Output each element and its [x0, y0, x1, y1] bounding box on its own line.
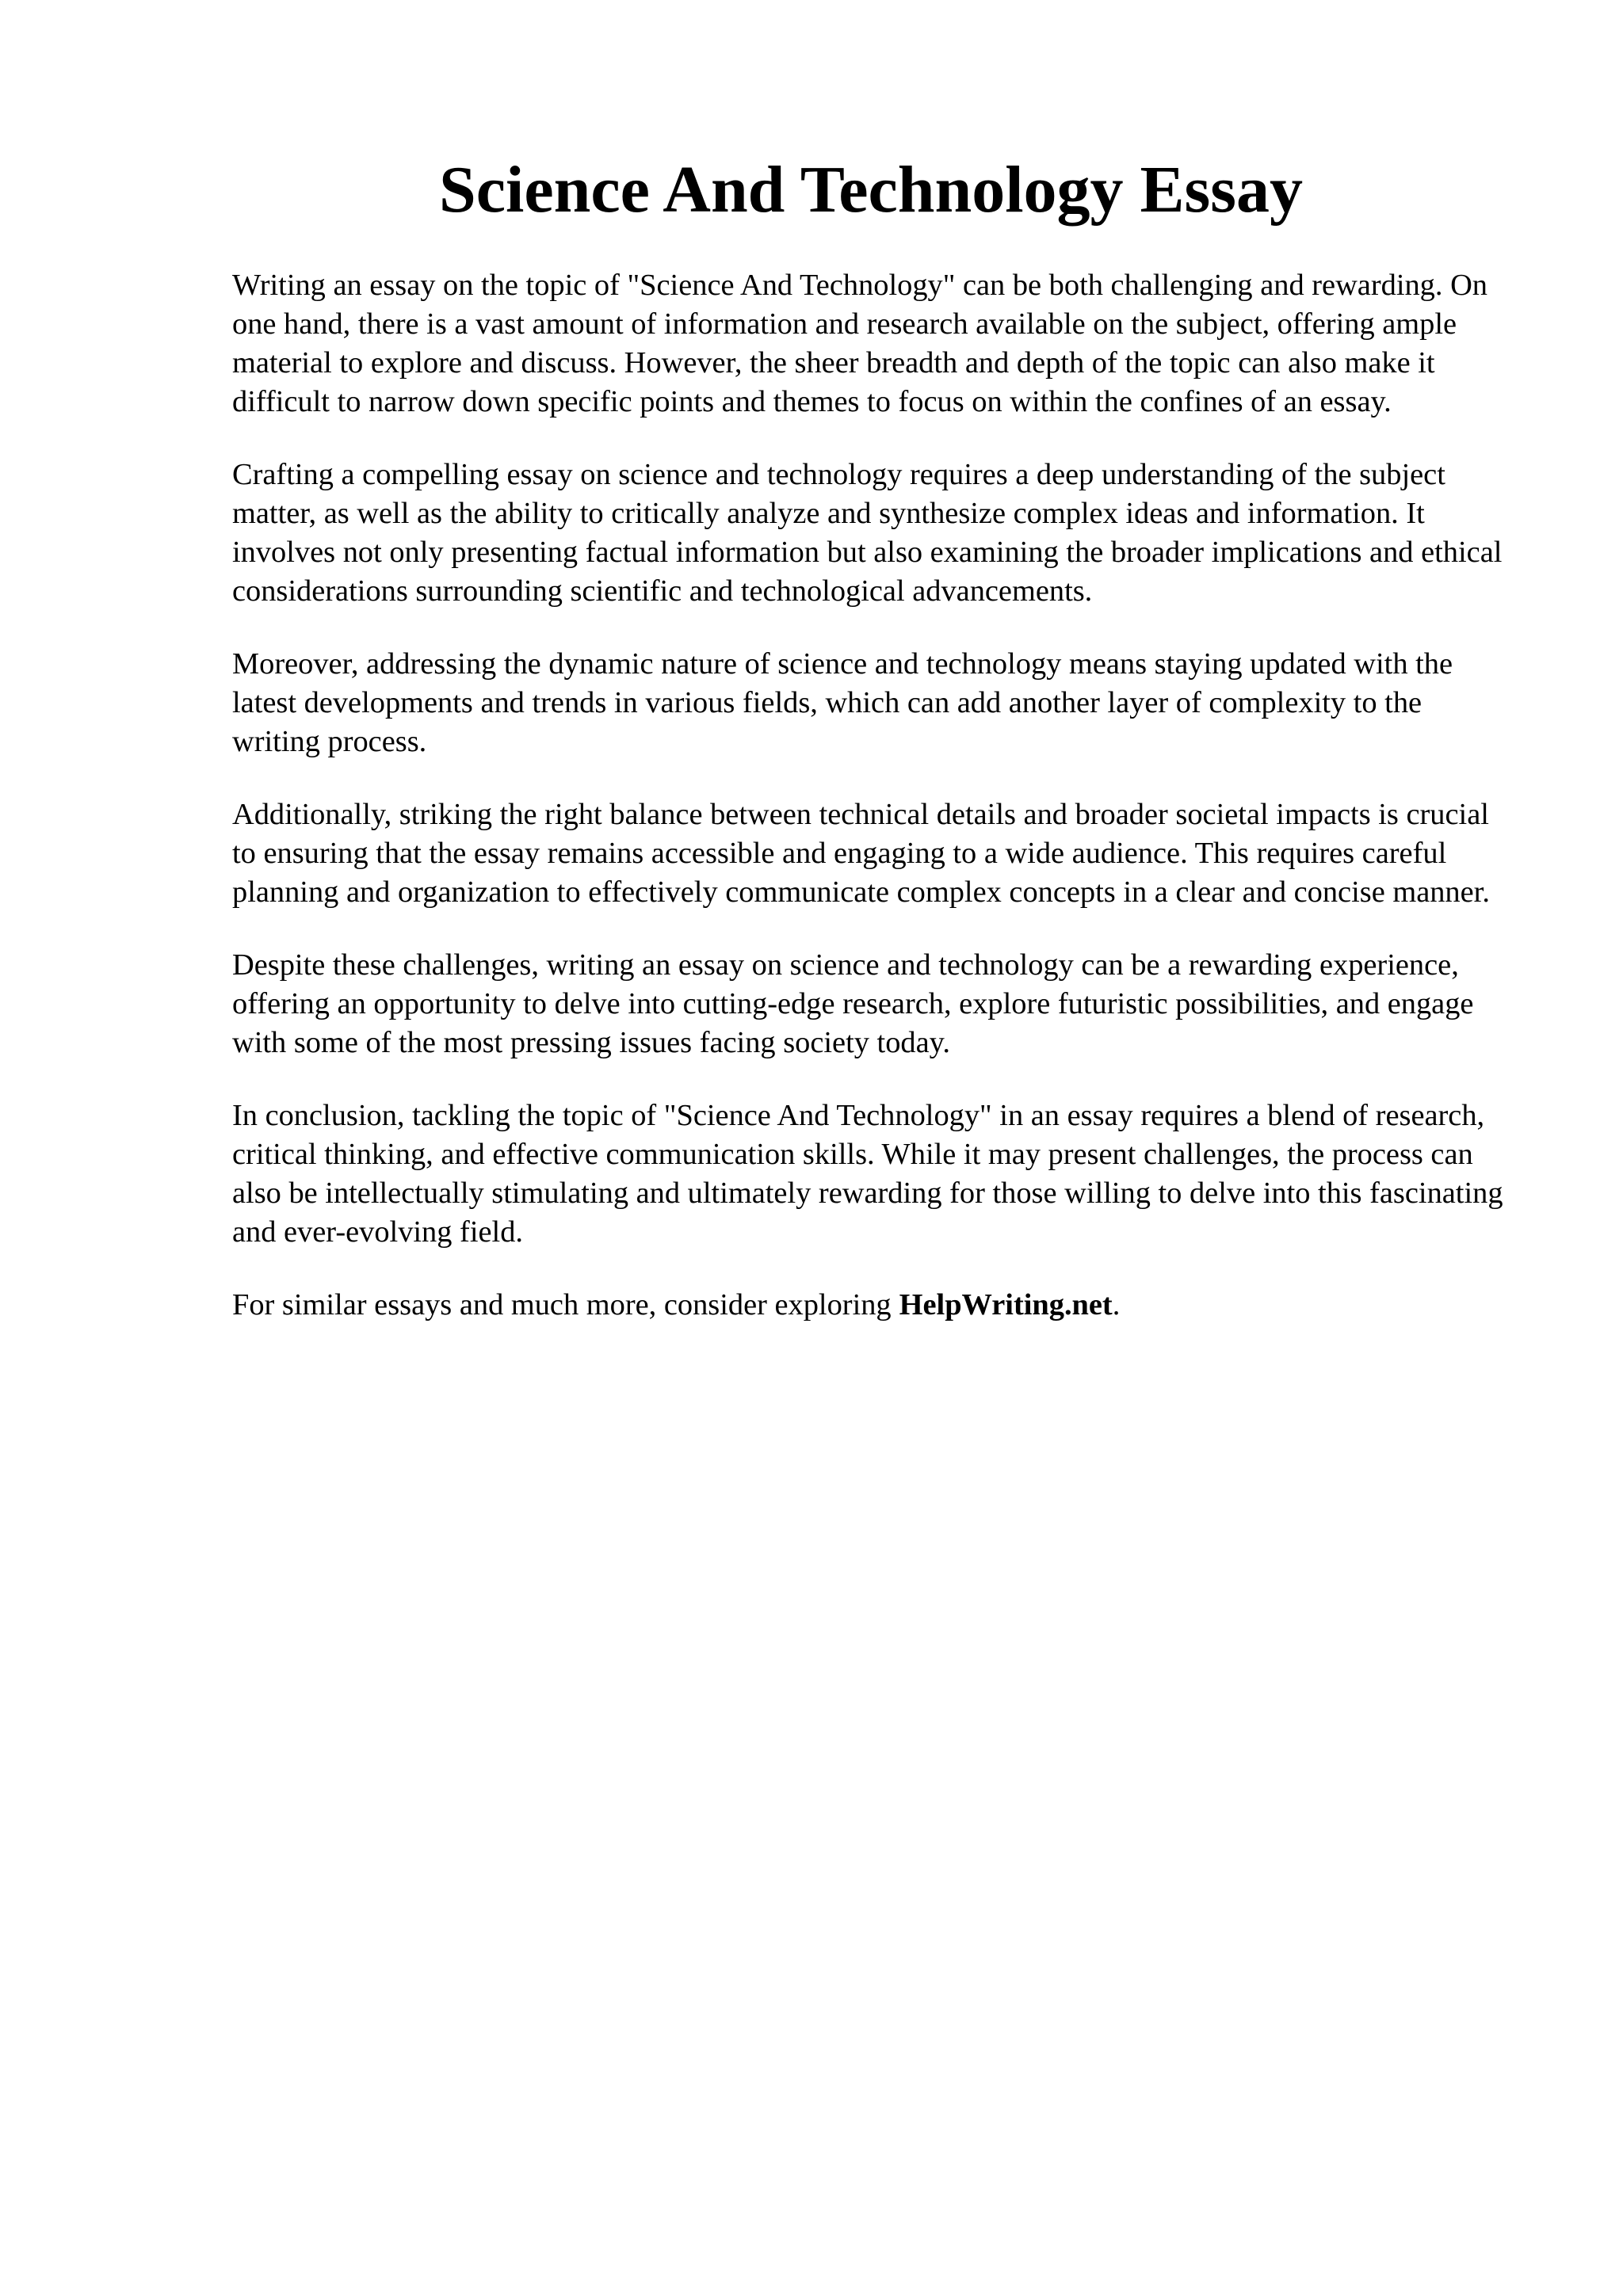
brand-link[interactable]: HelpWriting.net — [899, 1288, 1113, 1322]
paragraph-6: In conclusion, tackling the topic of "Science And Technology" in an essay requires a blend of research, critical thinking, and effective communication skills. While it may present challenges, the process can also be intellectually stimulating and ultimately rewarding for those willing to delve into this fascinating and ever-evolving field. — [232, 1099, 1503, 1249]
closing-line — [232, 1286, 1516, 1325]
paragraph-1: Writing an essay on the topic of "Science And Technology" can be both challenging and rewarding. On one hand, there is a vast amount of information and research available on the subject, offering ample material to explore and discuss. However, the sheer breadth and depth of the topic can also make it difficult to narrow down specific points and themes to focus on within the confines of an essay. — [232, 269, 1487, 418]
paragraph-4: Additionally, striking the right balance between technical details and broader societal impacts is crucial to ensuring that the essay remains accessible and engaging to a wide audience. This requires careful planning and organization to effectively communicate complex concepts in a clear and concise manner. — [232, 798, 1490, 909]
document-body — [232, 266, 1516, 1325]
document-title: Science And Technology Essay — [439, 153, 1303, 227]
closing-lead-text: For similar essays and much more, consider exploring — [232, 1288, 892, 1322]
paragraph-5: Despite these challenges, writing an essay on science and technology can be a rewarding experience, offering an opportunity to delve into cutting-edge research, explore futuristic possibilities, and engage with some of the most pressing issues facing society today. — [232, 948, 1474, 1059]
closing-trail-text: . — [1112, 1288, 1121, 1322]
paragraph-2: Crafting a compelling essay on science and technology requires a deep understanding of the subject matter, as well as the ability to critically analyze and synthesize complex ideas and information. It involves not only presenting factual information but also examining the broader implications and ethical considerations surrounding scientific and technological advancements. — [232, 458, 1503, 608]
paragraph-3: Moreover, addressing the dynamic nature of science and technology means staying updated with the latest developments and trends in various fields, which can add another layer of complexity to the writing process. — [232, 647, 1453, 758]
